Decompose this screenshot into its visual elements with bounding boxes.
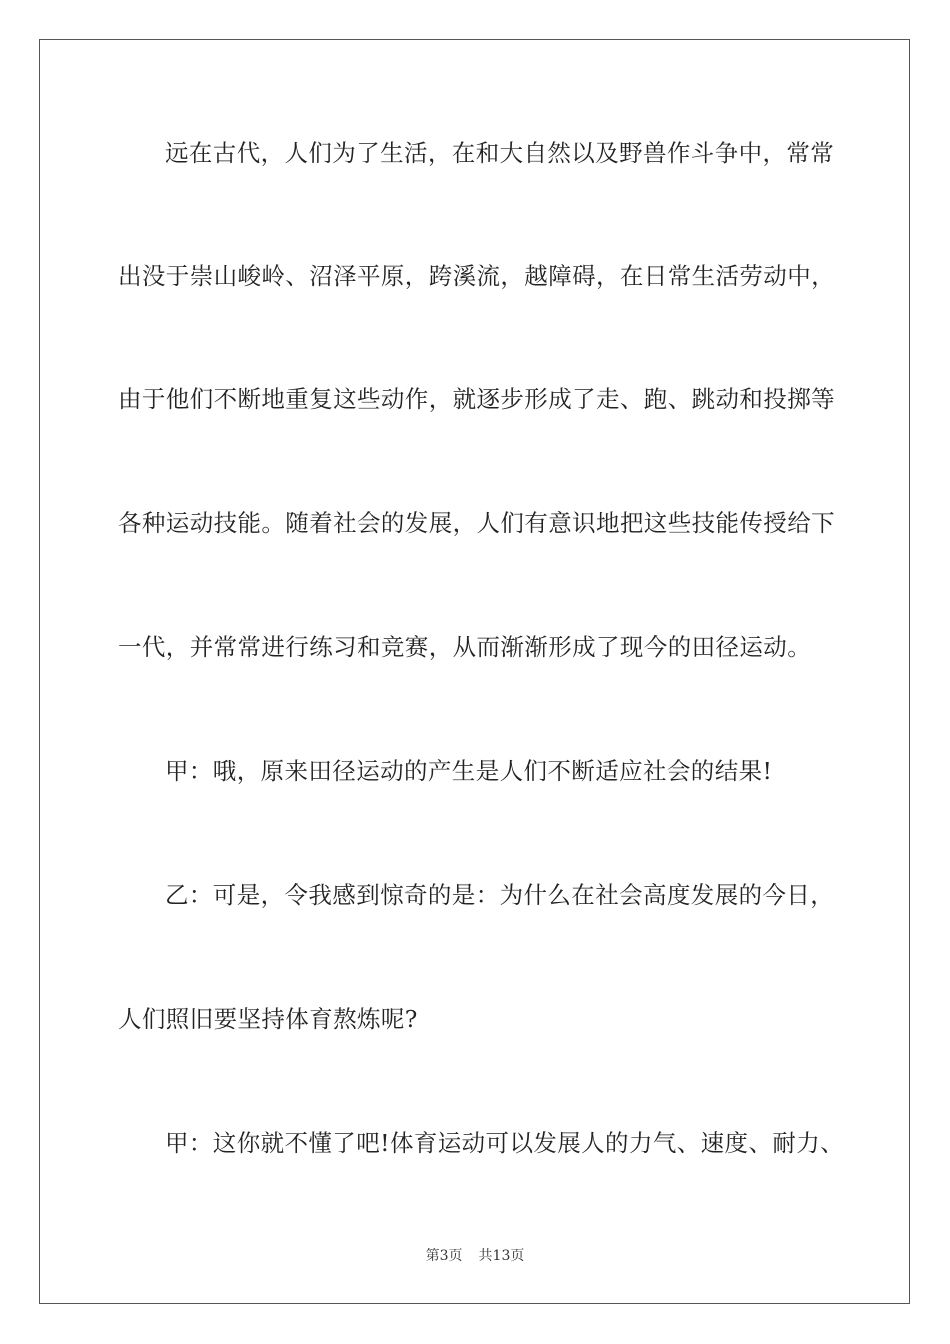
- text-line-4: 各种运动技能。随着社会的发展，人们有意识地把这些技能传授给下: [118, 509, 835, 537]
- page-frame: [39, 39, 910, 1304]
- text-line-3: 由于他们不断地重复这些动作，就逐步形成了走、跑、跳动和投掷等: [118, 385, 835, 413]
- text-line-5: 一代，并常常进行练习和竞赛，从而渐渐形成了现今的田径运动。: [118, 633, 812, 661]
- text-line-7: 乙：可是，令我感到惊奇的是：为什么在社会高度发展的今日，: [165, 881, 835, 909]
- page-total: 共13页: [478, 1248, 525, 1264]
- text-line-8: 人们照旧要坚持体育熬炼呢?: [118, 1005, 418, 1033]
- page-number: 第3页: [425, 1248, 463, 1264]
- text-line-6: 甲：哦，原来田径运动的产生是人们不断适应社会的结果!: [165, 757, 773, 785]
- text-line-1: 远在古代，人们为了生活，在和大自然以及野兽作斗争中，常常: [165, 139, 835, 167]
- page-footer: [0, 1247, 950, 1265]
- text-line-9: 甲：这你就不懂了吧!体育运动可以发展人的力气、速度、耐力、: [165, 1129, 845, 1157]
- text-line-2: 出没于崇山峻岭、沼泽平原，跨溪流，越障碍，在日常生活劳动中，: [118, 262, 835, 290]
